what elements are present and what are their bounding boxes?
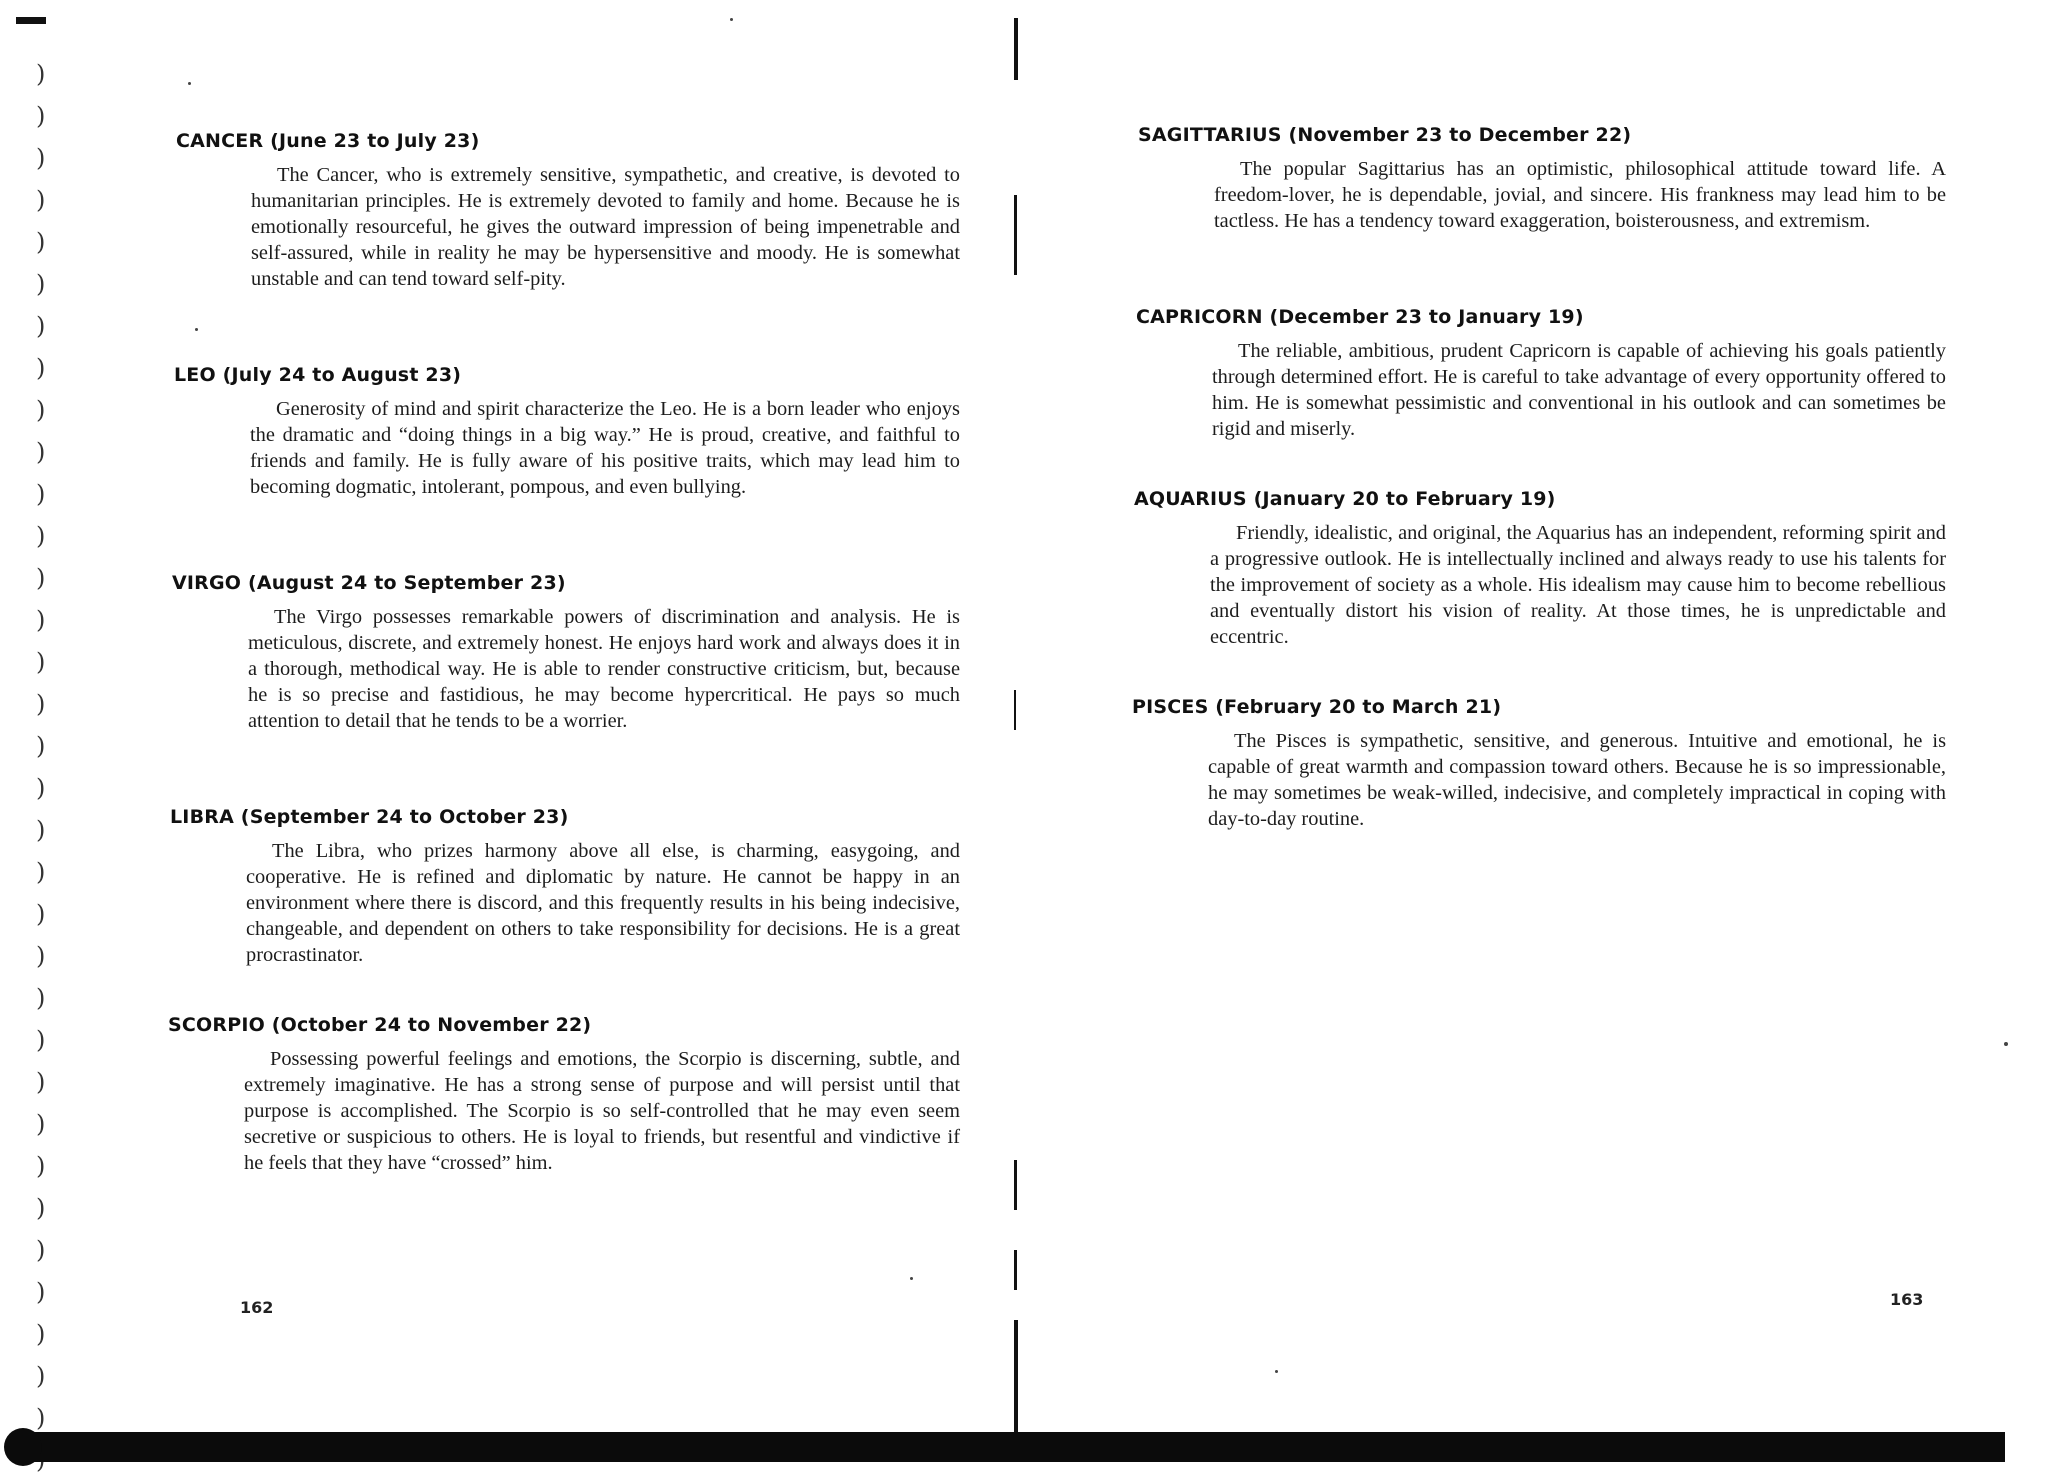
entry-cancer xyxy=(176,130,960,292)
entry-aquarius xyxy=(1134,488,1946,650)
entry-text: The Pisces is sympathetic, sensitive, and generous. Intuitive and emotional, he is capable of great warmth and compassion toward others. Because he is so impressionable, he may sometimes be weak-willed, indecisive, and completely impractical in coping with day-to-day routine. xyxy=(1208,730,1946,830)
entry-heading: VIRGO (August 24 to September 23) xyxy=(172,572,566,594)
entry-text: The Libra, who prizes harmony above all else, is charming, easygoing, and cooperative. He is refined and diplomatic by nature. He cannot be happy in an environment where there is discord, and this frequently results in his being indecisive, changeable, and dependent on others to take responsibility for decisions. He is a great procrastinator. xyxy=(246,840,960,966)
entry-text: Friendly, idealistic, and original, the Aquarius has an independent, reforming spirit and a progressive outlook. He is intellectually inclined and always ready to use his talents for the improvement of society as a whole. His idealism may cause him to become rebellious and eventually distort his vision of reality. At those times, he is unpredictable and eccentric. xyxy=(1210,522,1946,648)
entry-text: The reliable, ambitious, prudent Capricorn is capable of achieving his goals patiently through determined effort. He is careful to take advantage of every opportunity offered to him. He is somewhat pessimistic and conventional in his outlook and can sometimes be rigid and miserly. xyxy=(1212,340,1946,440)
page-number: 163 xyxy=(1890,1290,1924,1309)
entry-virgo xyxy=(172,572,960,734)
entry-heading: CANCER (June 23 to July 23) xyxy=(176,130,480,152)
entry-heading: PISCES (February 20 to March 21) xyxy=(1132,696,1502,718)
entry-leo xyxy=(174,364,960,500)
entry-heading: LEO (July 24 to August 23) xyxy=(174,364,462,386)
entry-capricorn xyxy=(1136,306,1946,442)
entry-text: Possessing powerful feelings and emotions, the Scorpio is discerning, subtle, and extremely imaginative. He has a strong sense of purpose and will persist until that purpose is accomplished. The Scorpio is so self-controlled that he may even seem secretive or suspicious to others. He is loyal to friends, but resentful and vindictive if he feels that they have “crossed” him. xyxy=(244,1048,960,1174)
entry-heading: LIBRA (September 24 to October 23) xyxy=(170,806,569,828)
entry-text: The popular Sagittarius has an optimistic, philosophical attitude toward life. A freedom-lover, he is dependable, jovial, and sincere. His frankness may lead him to be tactless. He has a tendency toward exaggeration, boisterousness, and extremism. xyxy=(1214,158,1946,232)
entry-heading: SAGITTARIUS (November 23 to December 22) xyxy=(1138,124,1632,146)
entry-scorpio xyxy=(168,1014,960,1176)
entry-text: The Cancer, who is extremely sensitive, sympathetic, and creative, is devoted to humanitarian principles. He is extremely devoted to family and home. Because he is emotionally resourceful, he gives the outward impression of being impenetrable and self-assured, while in reality he may be hypersensitive and moody. He is somewhat unstable and can tend toward self-pity. xyxy=(251,164,960,290)
entry-libra xyxy=(170,806,960,968)
right-page xyxy=(1020,0,2048,1483)
entry-heading: SCORPIO (October 24 to November 22) xyxy=(168,1014,592,1036)
entry-sagittarius xyxy=(1138,124,1946,234)
left-page xyxy=(0,0,1015,1483)
entry-text: The Virgo possesses remarkable powers of discrimination and analysis. He is meticulous, discrete, and extremely honest. He enjoys hard work and always does it in a thorough, methodical way. He is able to render constructive criticism, but, because he is so precise and fastidious, he may become hypercritical. He pays so much attention to detail that he tends to be a worrier. xyxy=(248,606,960,732)
entry-heading: AQUARIUS (January 20 to February 19) xyxy=(1134,488,1556,510)
entry-text: Generosity of mind and spirit characterize the Leo. He is a born leader who enjoys the dramatic and “doing things in a big way.” He is proud, creative, and faithful to friends and family. He is fully aware of his positive traits, which may lead him to becoming dogmatic, intolerant, pompous, and even bullying. xyxy=(250,398,960,498)
entry-pisces xyxy=(1132,696,1946,832)
entry-heading: CAPRICORN (December 23 to January 19) xyxy=(1136,306,1584,328)
page-number: 162 xyxy=(240,1298,274,1317)
